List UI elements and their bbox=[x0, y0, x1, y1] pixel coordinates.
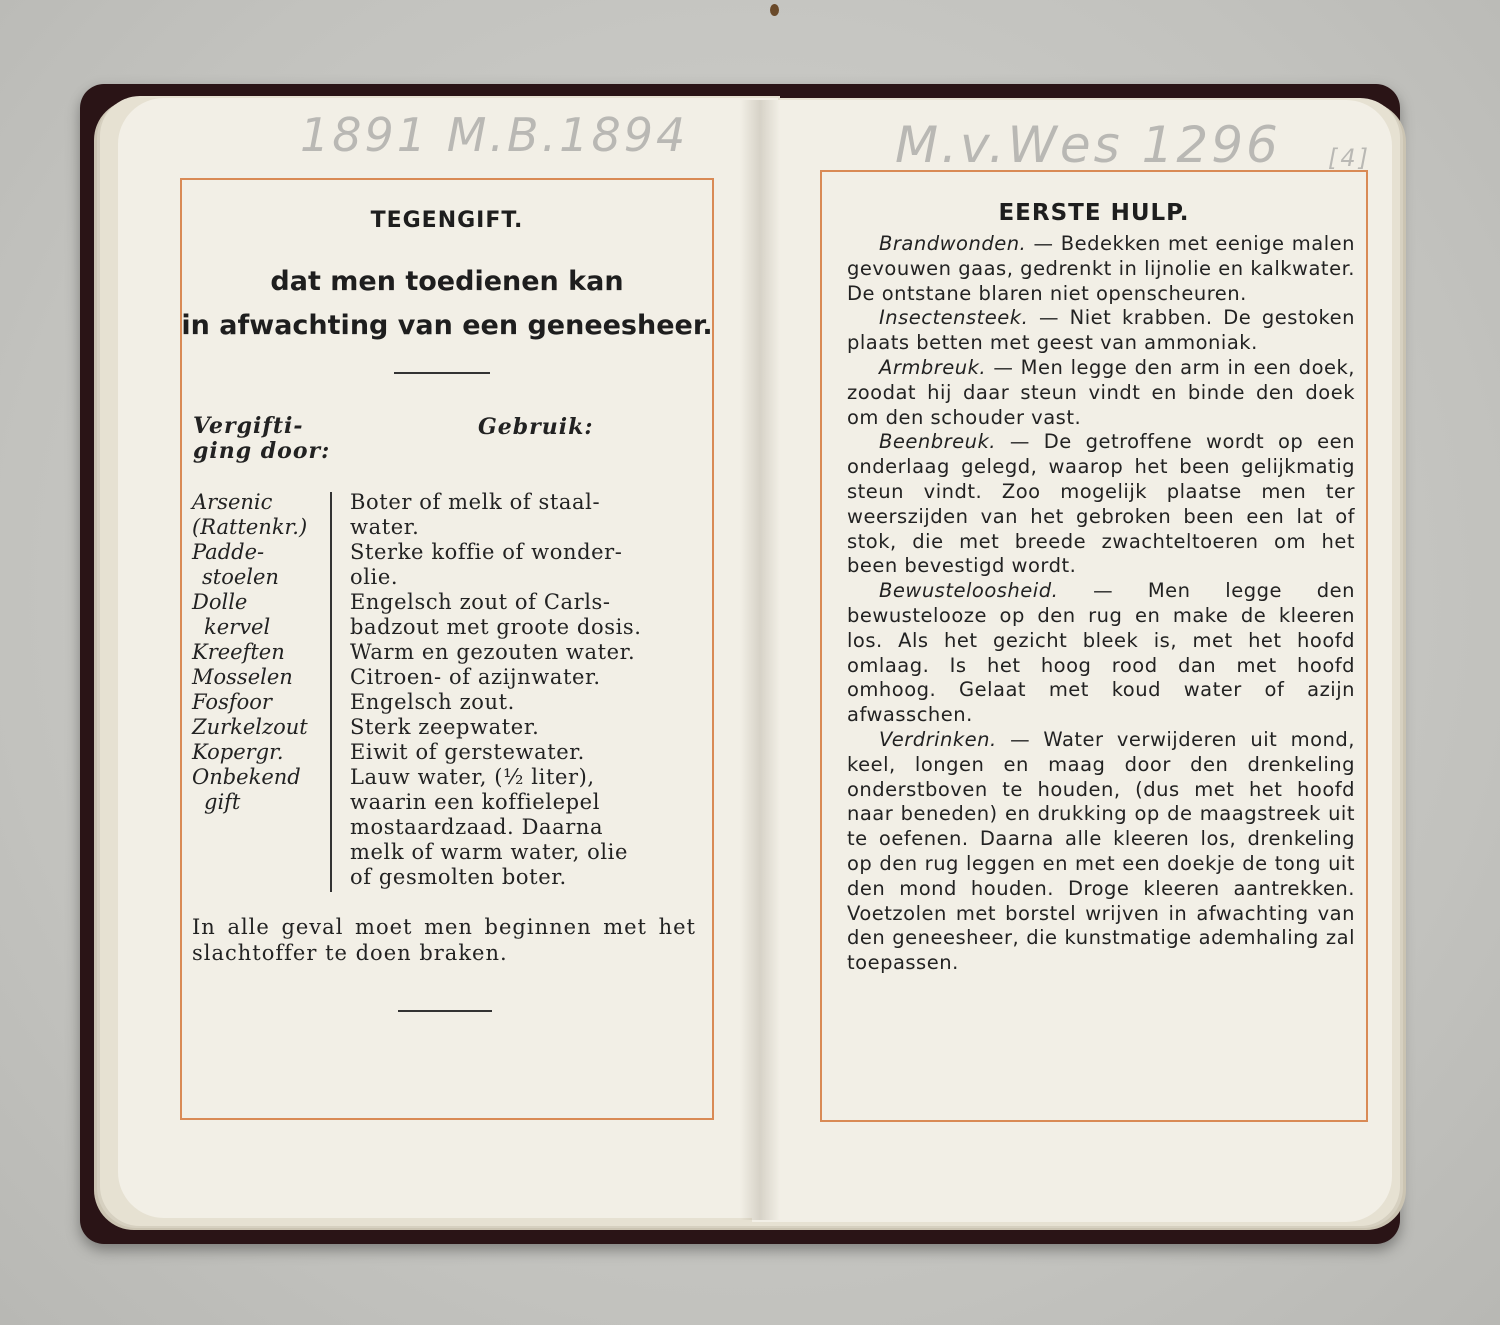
poison-item: Padde- bbox=[192, 540, 265, 564]
divider-bottom bbox=[398, 1010, 492, 1012]
left-page-footer: In alle geval moet men beginnen met het slachtoffer te doen braken. bbox=[192, 915, 696, 965]
right-page-title: EERSTE HULP. bbox=[998, 200, 1190, 226]
remedy-item: badzout met groote dosis. bbox=[350, 615, 642, 639]
poison-item: gift bbox=[204, 790, 241, 814]
poison-item: Dolle bbox=[192, 590, 248, 614]
remedy-item: mostaardzaad. Daarna bbox=[350, 815, 604, 839]
column-heading-use: Gebruik: bbox=[478, 414, 594, 440]
left-page-subtitle-2: in afwachting van een geneesheer. bbox=[181, 310, 713, 341]
section-text: — Niet krabben. De gestoken plaats betten met geest van ammoniak. bbox=[847, 306, 1355, 355]
poison-item: Kopergr. bbox=[192, 740, 284, 764]
poison-item: (Rattenkr.) bbox=[192, 515, 308, 539]
remedy-item: Eiwit of gerstewater. bbox=[350, 740, 585, 764]
section-text: — Water verwijderen uit mond, keel, longen en maag door den drenkeling onderstboven te houden, (dus met het hoofd naar beneden) en drukking op de maagstreek uit te oefenen. Daarna alle kleeren los, drenkeling op den rug leggen en met een doekje de tong uit den mond houden. Droge kleeren aantrekken. Voetzolen met borstel wrijven in afwachting van den geneesheer, die kunstmatige ademhaling zal toepassen. bbox=[847, 727, 1355, 975]
poison-item: Kreeften bbox=[192, 640, 285, 664]
pencil-note-right: M.v.Wes 1296 bbox=[895, 116, 1281, 174]
poison-item: kervel bbox=[204, 615, 271, 639]
column-divider bbox=[330, 492, 332, 892]
divider-top bbox=[394, 372, 490, 374]
section-term: Armbreuk. bbox=[879, 355, 987, 379]
remedy-item: Boter of melk of staal- bbox=[350, 490, 601, 514]
section-burns bbox=[847, 232, 1355, 306]
dust-speck bbox=[770, 4, 779, 16]
poison-item: stoelen bbox=[202, 565, 279, 589]
left-page-subtitle-1: dat men toedienen kan bbox=[270, 266, 624, 297]
remedy-item: Engelsch zout of Carls- bbox=[350, 590, 611, 614]
first-aid-text bbox=[847, 232, 1355, 976]
section-term: Brandwonden. bbox=[879, 232, 1027, 255]
remedy-item: melk of warm water, olie bbox=[350, 840, 629, 864]
remedy-item: water. bbox=[350, 515, 420, 539]
remedy-item: Lauw water, (½ liter), bbox=[350, 765, 595, 789]
book-gutter bbox=[740, 100, 780, 1220]
section-term: Verdrinken. bbox=[879, 727, 997, 751]
remedy-item: Engelsch zout. bbox=[350, 690, 515, 714]
poison-item: Onbekend bbox=[192, 765, 301, 789]
section-arm-fracture bbox=[847, 356, 1355, 430]
section-text: — Men legge den bewustelooze op den rug en make de kleeren los. Als het gezicht bleek is, met het hoofd omlaag. Is het hoog rood dan met hoofd omhoog. Gelaat met koud water of azijn afwasschen. bbox=[847, 579, 1355, 727]
section-leg-fracture bbox=[847, 430, 1355, 579]
left-page-title: TEGENGIFT. bbox=[370, 208, 524, 233]
remedy-item: Sterk zeepwater. bbox=[350, 715, 540, 739]
section-term: Bewusteloosheid. bbox=[879, 579, 1059, 603]
remedy-list bbox=[350, 490, 696, 890]
section-term: Insectensteek. bbox=[879, 306, 1029, 330]
section-text: — Bedekken met eenige malen gevouwen gaas, gedrenkt in lijnolie en kalkwater. De ontstane blaren niet openscheuren. bbox=[847, 232, 1355, 305]
remedy-item: olie. bbox=[350, 565, 399, 589]
poison-item: Arsenic bbox=[192, 490, 273, 514]
section-drowning bbox=[847, 728, 1355, 976]
section-text: — Men legge den arm in een doek, zoodat hij daar steun vindt en binde den doek om den schouder vast. bbox=[847, 355, 1355, 429]
section-unconsciousness bbox=[847, 579, 1355, 728]
remedy-item: Sterke koffie of wonder- bbox=[350, 540, 623, 564]
poison-item: Fosfoor bbox=[192, 690, 272, 714]
section-term: Beenbreuk. bbox=[879, 430, 996, 454]
remedy-item: Citroen- of azijnwater. bbox=[350, 665, 601, 689]
remedy-item: of gesmolten boter. bbox=[350, 865, 567, 889]
poison-list bbox=[192, 490, 332, 815]
remedy-item: Warm en gezouten water. bbox=[350, 640, 636, 664]
poison-item: Zurkelzout bbox=[192, 715, 308, 739]
section-insect-sting bbox=[847, 306, 1355, 356]
poison-item: Mosselen bbox=[192, 665, 293, 689]
remedy-item: waarin een koffielepel bbox=[350, 790, 601, 814]
pencil-note-left: 1891 M.B.1894 bbox=[300, 108, 689, 162]
section-text: — De getroffene wordt op een onderlaag gelegd, waarop het been gelijkmatig steun vindt. Zoo mogelijk plaatse men ter weerszijden van het gebroken been een lat of stok, die met breede zwachteltoeren om het been bevestigd wordt. bbox=[847, 430, 1355, 578]
pencil-note-corner: [4] bbox=[1328, 144, 1371, 172]
column-heading-poison: Vergifti- ging door: bbox=[193, 413, 331, 464]
